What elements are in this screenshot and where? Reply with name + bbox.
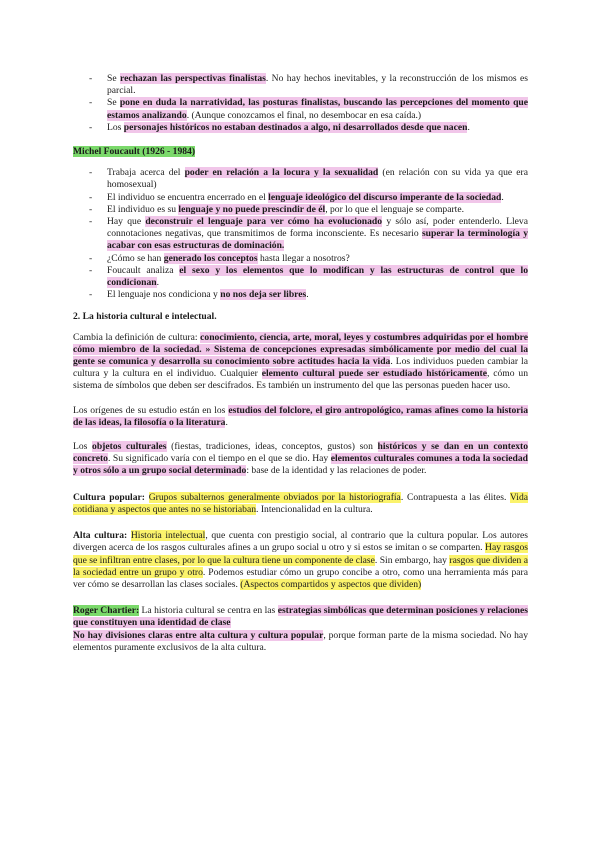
paragraph-popular-culture: Cultura popular: Grupos subalternos generalmente obviados por la historiografía. Contrapuesta a las élites. Vida cotidiana y aspectos que antes no se historiaban. Intencionalidad en la cultura. — [73, 491, 528, 515]
list-item: - Foucault analiza el sexo y los elementos que lo modifican y las estructuras de control que lo condicionan. — [73, 265, 528, 289]
paragraph-chartier: Roger Chartier: La historia cultural se centra en las estrategias simbólicas que determinan posiciones y relaciones que constituyen una identidad de clase No hay divisiones claras entre alta cultura y cultura popular, porque forman parte de la misma sociedad. No hay elementos puramente exclusivos de la alta cultura. — [73, 605, 528, 653]
foucault-list — [73, 167, 528, 301]
list-item: - El individuo es su lenguaje y no puede prescindir de él, por lo que el lenguaje se comparte. — [73, 204, 528, 216]
section-title: 2. La historia cultural e intelectual. — [73, 311, 217, 323]
postmodern-points-list — [73, 73, 528, 134]
list-item: - Se pone en duda la narratividad, las posturas finalistas, buscando las percepciones del momento que estamos analizando. (Aunque conozcamos el final, no desembocar en esa caída.) — [73, 97, 528, 121]
paragraph-definition: Cambia la definición de cultura: conocimiento, ciencia, arte, moral, leyes y costumbres adquiridas por el hombre cómo miembro de la sociedad. » Sistema de concepciones expresadas simbólicamente por medio del cual la gente se comunica y desarrolla su conocimiento sobre actitudes hacia la vida. Los individuos pueden cambiar la cultura y la cultura en el individuo. Cualquier elemento cultural puede ser estudiado históricamente, cómo un sistema de símbolos que deben ser descifrados. Es también un instrumento del que las personas pueden hacer uso. — [73, 331, 529, 392]
list-item: - El lenguaje nos condiciona y no nos deja ser libres. — [73, 289, 528, 301]
paragraph-origins: Los orígenes de su estudio están en los estudios del folclore, el giro antropológico, ramas afines como la historia de las ideas, la filosofía o la literatura. — [73, 404, 529, 428]
paragraph-high-culture: Alta cultura: Historia intelectual, que cuenta con prestigio social, al contrario que la cultura popular. Los autores divergen acerca de los rasgos culturales afines a un grupo social u otro y si estos se imitan o se comparten. Hay rasgos que se infiltran entre clases, por lo que la cultura tiene un componente de clase. Sin embargo, hay rasgos que dividen a la sociedad entre un grupo y otro. Podemos estudiar cómo un grupo concibe a otro, como una herramienta más para ver cómo se desarrollan las clases sociales. (Aspectos compartidos y aspectos que dividen) — [73, 530, 529, 590]
list-item: - Se rechazan las perspectivas finalistas. No hay hechos inevitables, y la reconstrucción de los mismos es parcial. — [73, 73, 528, 97]
list-item: - Trabaja acerca del poder en relación a la locura y la sexualidad (en relación con su vida ya que era homosexual) — [73, 167, 528, 191]
document-content — [73, 73, 528, 654]
foucault-heading: Michel Foucault (1926 - 1984) — [73, 146, 196, 158]
list-item: - El individuo se encuentra encerrado en el lenguaje ideológico del discurso imperante de la sociedad. — [73, 192, 528, 204]
list-item: - Hay que deconstruir el lenguaje para ver cómo ha evolucionado y sólo así, poder entenderlo. Lleva connotaciones negativas, que transmitimos de forma inconsciente. Es necesario superar la terminología y acabar con esas estructuras de dominación. — [73, 216, 528, 253]
paragraph-objects: Los objetos culturales (fiestas, tradiciones, ideas, conceptos, gustos) son históricos y se dan en un contexto concreto. Su significado varía con el tiempo en el que se dio. Hay elementos culturales comunes a toda la sociedad y otros sólo a un grupo social determinado: base de la identidad y las relaciones de poder. — [73, 441, 529, 477]
list-item: - ¿Cómo se han generado los conceptos hasta llegar a nosotros? — [73, 253, 528, 265]
list-item: - Los personajes históricos no estaban destinados a algo, ni desarrollados desde que nacen. — [73, 122, 528, 134]
